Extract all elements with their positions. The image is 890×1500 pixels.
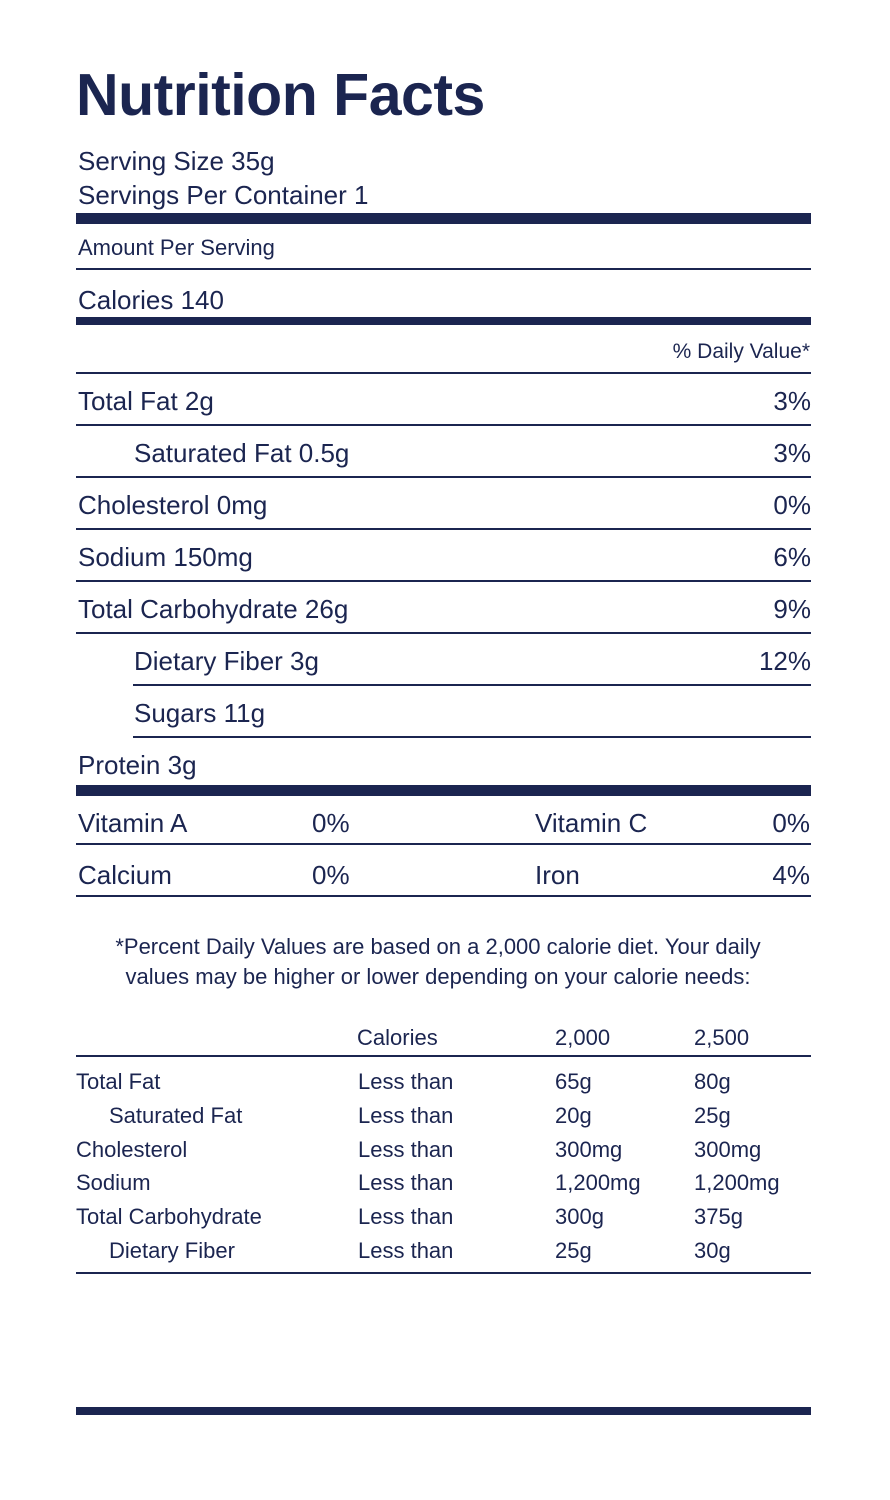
divider <box>76 843 811 845</box>
label-title: Nutrition Facts <box>76 62 485 128</box>
dv-table-nutrient: Saturated Fat <box>109 1103 243 1128</box>
vitamin-a-value: 0% <box>312 808 350 838</box>
nutrient-daily-value: 3% <box>773 438 811 468</box>
nutrient-name: Sodium 150mg <box>78 542 253 572</box>
nutrient-daily-value: 6% <box>773 542 811 572</box>
nutrient-row-dietary-fiber <box>78 634 811 686</box>
bottom-border <box>76 1407 811 1415</box>
nutrient-daily-value: 12% <box>758 646 811 676</box>
calories: Calories 140 <box>78 285 224 315</box>
iron-label: Iron <box>535 860 580 890</box>
dv-table-2500: 30g <box>694 1238 731 1263</box>
dv-table-2000: 300g <box>555 1204 604 1229</box>
dv-table-limit: Less than <box>358 1137 454 1162</box>
dv-table-limit: Less than <box>358 1204 454 1229</box>
nutrient-name: Saturated Fat 0.5g <box>134 438 350 468</box>
dv-table-2000: 65g <box>555 1069 592 1094</box>
thick-divider <box>76 785 811 796</box>
dv-table-2500: 1,200mg <box>694 1170 780 1195</box>
nutrient-name: Dietary Fiber 3g <box>134 646 319 676</box>
dv-table-2500: 300mg <box>694 1137 762 1162</box>
vitamin-c-label: Vitamin C <box>535 808 648 838</box>
nutrient-name: Total Carbohydrate 26g <box>78 594 349 624</box>
nutrient-name: Total Fat 2g <box>78 386 214 416</box>
calcium-value: 0% <box>312 860 350 890</box>
nutrient-name: Cholesterol 0mg <box>78 490 268 520</box>
medium-divider <box>76 317 811 325</box>
divider <box>76 268 811 270</box>
footnote-line: *Percent Daily Values are based on a 2,000 calorie diet. Your daily <box>115 934 761 959</box>
dv-table-2000: 25g <box>555 1238 592 1263</box>
dv-table-header-2500: 2,500 <box>694 1025 750 1050</box>
dv-table-header-2000: 2,000 <box>555 1025 611 1050</box>
dv-table-nutrient: Total Carbohydrate <box>76 1204 262 1229</box>
nutrient-row-sugars <box>78 686 811 738</box>
thick-divider <box>76 213 811 224</box>
footnote-line: values may be higher or lower depending on your calorie needs: <box>125 964 751 989</box>
dv-table-2000: 20g <box>555 1103 592 1128</box>
dv-table-nutrient: Cholesterol <box>76 1137 188 1162</box>
servings-per-container: Servings Per Container 1 <box>78 180 369 210</box>
nutrient-name: Protein 3g <box>78 750 197 780</box>
nutrient-daily-value: 9% <box>773 594 811 624</box>
nutrient-row-total-carbohydrate <box>78 582 811 634</box>
vitamin-c-value: 0% <box>772 808 810 838</box>
dv-table-nutrient: Total Fat <box>76 1069 161 1094</box>
dv-table-limit: Less than <box>358 1170 454 1195</box>
dv-table-header-calories: Calories <box>357 1025 438 1050</box>
nutrient-name: Sugars 11g <box>134 698 266 728</box>
calcium-label: Calcium <box>78 860 172 890</box>
nutrient-row-cholesterol <box>78 478 811 530</box>
dv-table-2000: 1,200mg <box>555 1170 641 1195</box>
dv-table-limit: Less than <box>358 1238 454 1263</box>
divider <box>76 895 811 897</box>
dv-table-2500: 80g <box>694 1069 731 1094</box>
nutrient-row-protein <box>78 738 811 790</box>
divider <box>76 1272 811 1274</box>
nutrient-row-total-fat <box>78 374 811 426</box>
daily-value-footnote <box>78 932 798 992</box>
dv-table-nutrient: Sodium <box>76 1170 151 1195</box>
nutrient-row-sodium <box>78 530 811 582</box>
dv-table-2500: 25g <box>694 1103 731 1128</box>
amount-per-serving: Amount Per Serving <box>78 235 275 260</box>
dv-table-limit: Less than <box>358 1069 454 1094</box>
nutrient-row-saturated-fat <box>78 426 811 478</box>
dv-table-limit: Less than <box>358 1103 454 1128</box>
dv-table-nutrient: Dietary Fiber <box>109 1238 235 1263</box>
iron-value: 4% <box>772 860 810 890</box>
daily-value-header: % Daily Value* <box>672 340 810 363</box>
nutrient-daily-value: 0% <box>773 490 811 520</box>
vitamin-a-label: Vitamin A <box>78 808 188 838</box>
divider <box>76 1055 811 1057</box>
dv-table-2000: 300mg <box>555 1137 623 1162</box>
dv-table-2500: 375g <box>694 1204 743 1229</box>
nutrient-daily-value: 3% <box>773 386 811 416</box>
serving-size: Serving Size 35g <box>78 146 275 176</box>
